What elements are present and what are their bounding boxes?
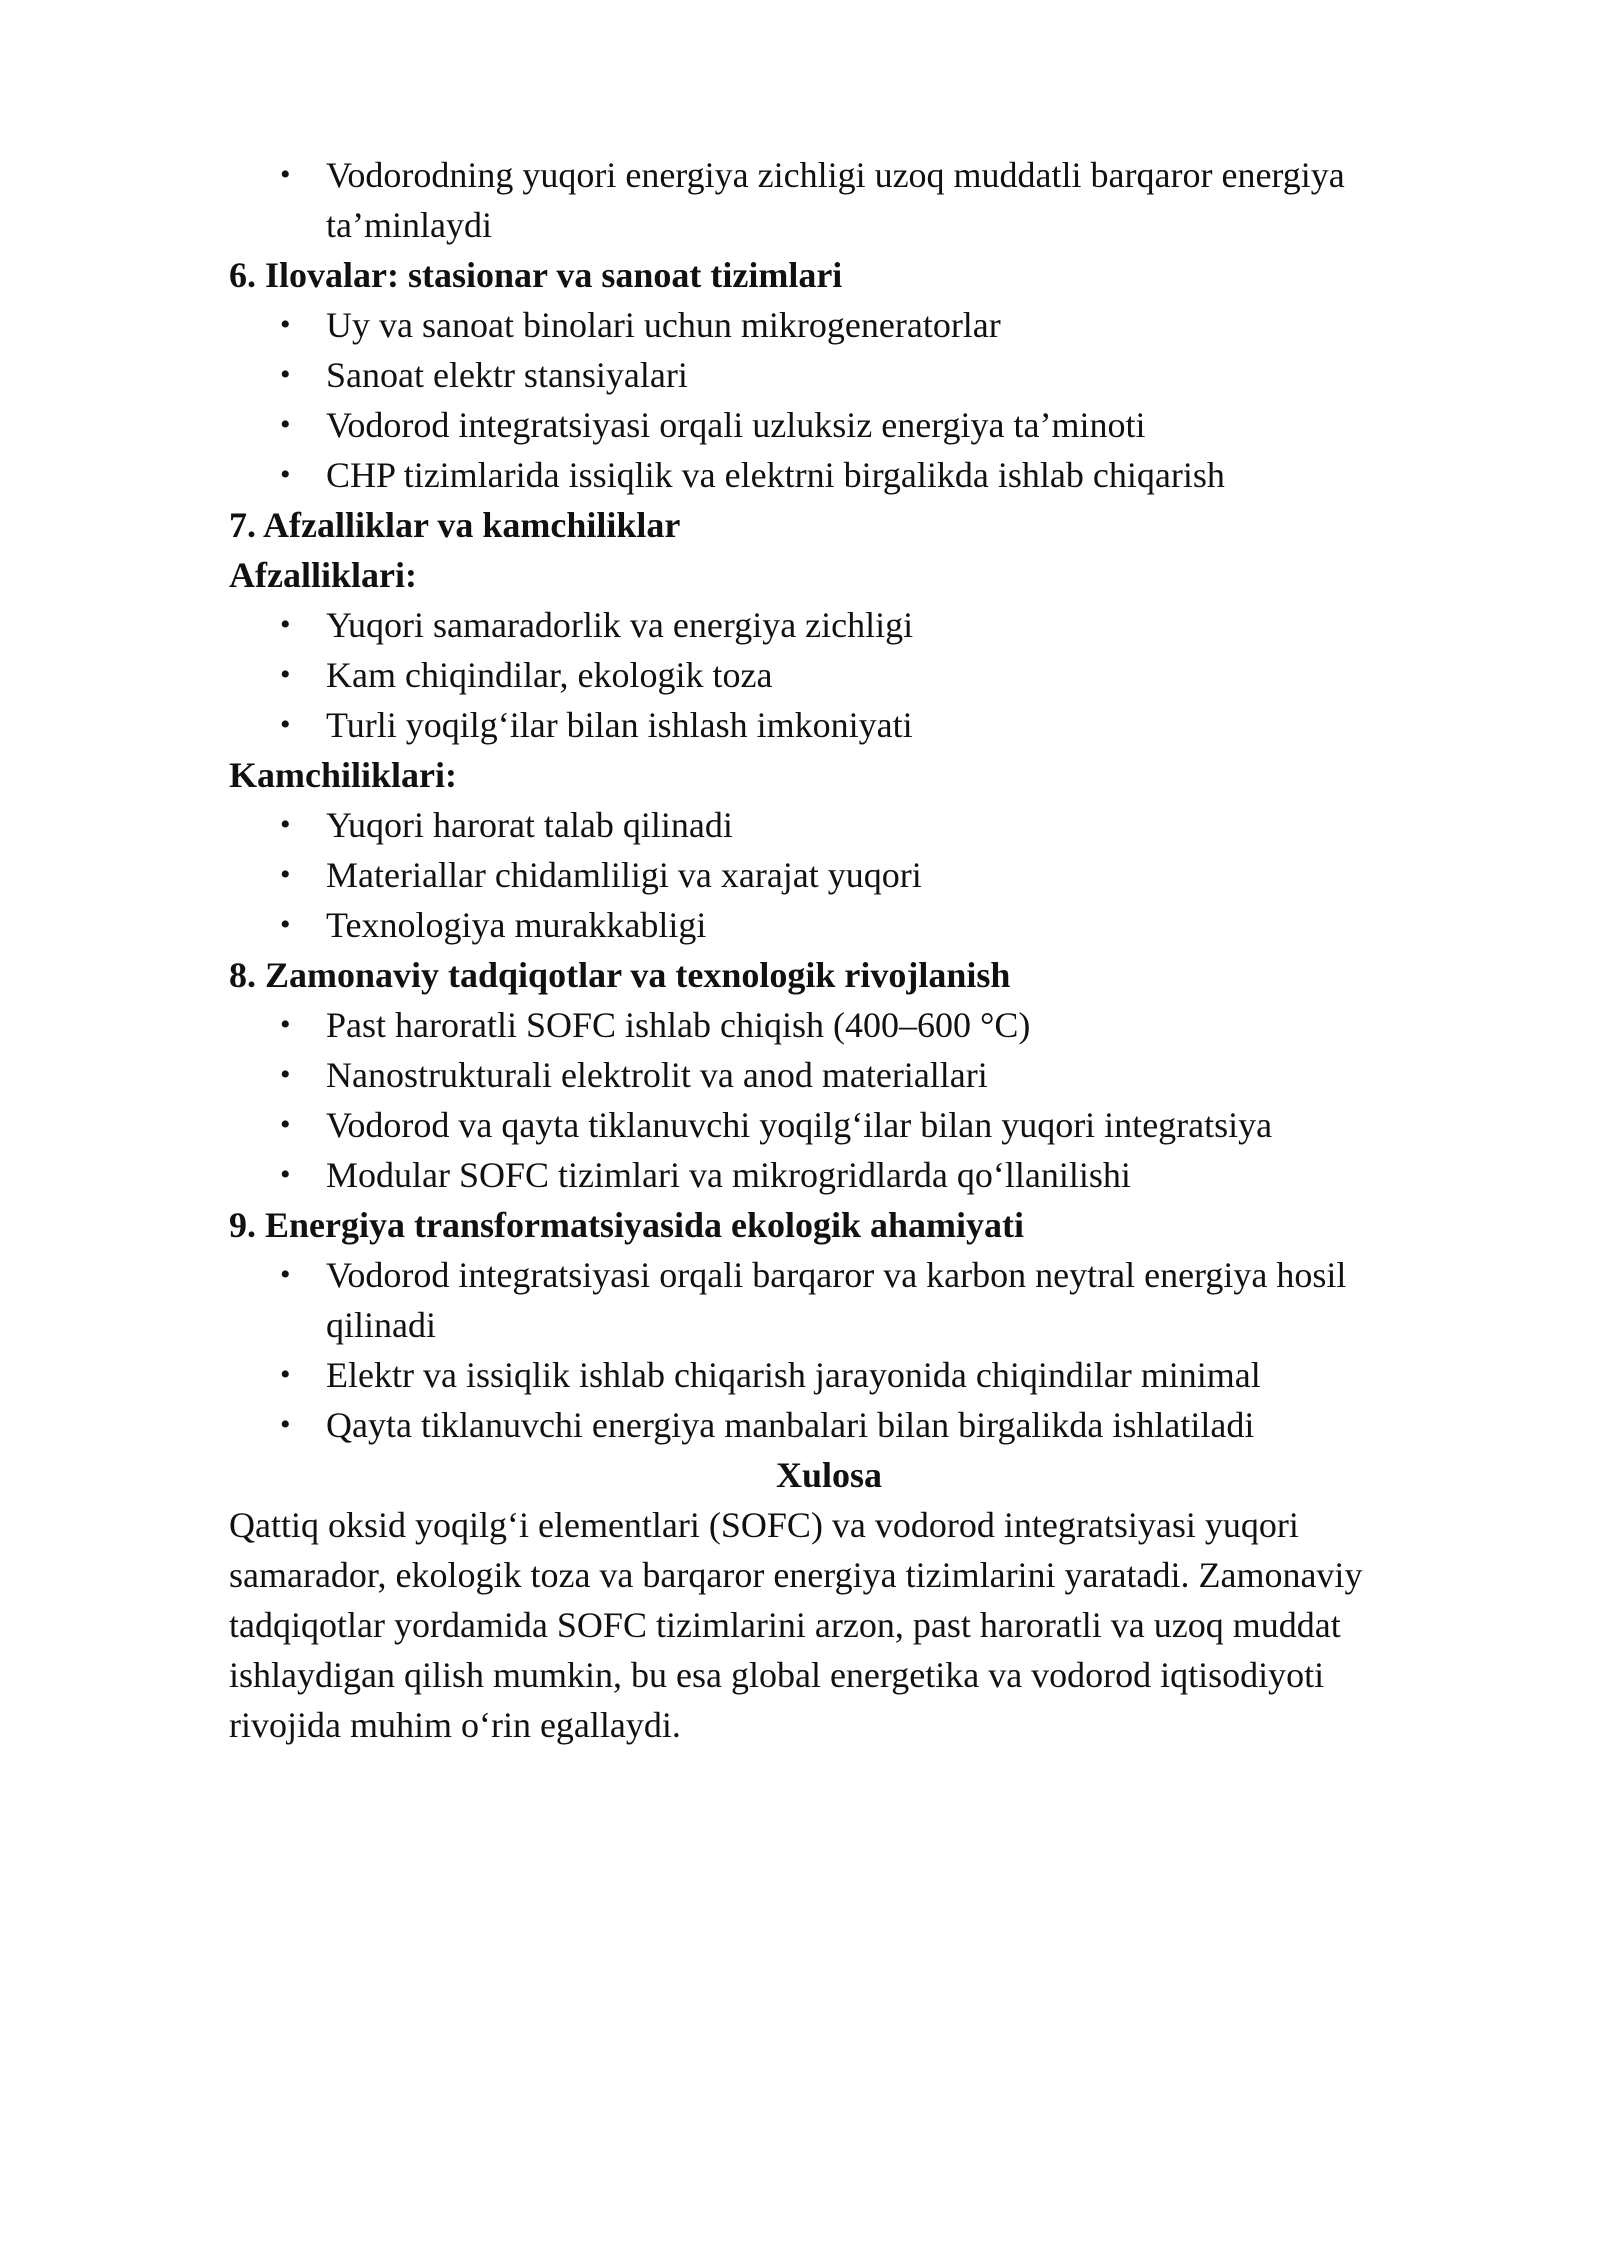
list-item-text: Past haroratli SOFC ishlab chiqish (400–600 °C) — [326, 1005, 1031, 1045]
list-item — [229, 700, 1429, 750]
bullet-icon: • — [280, 1358, 291, 1391]
section-8-bullet-list — [229, 1000, 1429, 1200]
list-item-text: Materiallar chidamliligi va xarajat yuqori — [326, 855, 922, 895]
list-item-text: Sanoat elektr stansiyalari — [326, 355, 688, 395]
bullet-icon: • — [280, 1058, 291, 1091]
conclusion-paragraph: Qattiq oksid yoqilg‘i elementlari (SOFC) va vodorod integratsiyasi yuqori samarador, ekologik toza va barqaror energiya tizimlarini yaratadi. Zamonaviy tadqiqotlar yordamida SOFC tizimlarini arzon, past haroratli va uzoq muddat ishlaydigan qilish mumkin, bu esa global energetika va vodorod iqtisodiyoti rivojida muhim o‘rin egallaydi. — [229, 1505, 1363, 1745]
bullet-icon: • — [280, 408, 291, 441]
disadvantages-bullet-list — [229, 800, 1429, 950]
list-item — [229, 150, 1429, 250]
section-9-heading: 9. Energiya transformatsiyasida ekologik ahamiyati — [229, 1205, 1025, 1245]
list-item — [229, 600, 1429, 650]
bullet-icon: • — [280, 1258, 291, 1291]
list-item-text: Vodorod integratsiyasi orqali barqaror va karbon neytral energiya hosil qilinadi — [326, 1255, 1347, 1345]
advantages-heading: Afzalliklari: — [229, 555, 417, 595]
bullet-icon: • — [280, 608, 291, 641]
list-item-text: CHP tizimlarida issiqlik va elektrni birgalikda ishlab chiqarish — [326, 455, 1225, 495]
list-item-text: Texnologiya murakkabligi — [326, 905, 707, 945]
list-item-text: Yuqori samaradorlik va energiya zichligi — [326, 605, 914, 645]
list-item-text: Elektr va issiqlik ishlab chiqarish jarayonida chiqindilar minimal — [326, 1355, 1261, 1395]
disadvantages-heading: Kamchiliklari: — [229, 755, 457, 795]
bullet-icon: • — [280, 158, 291, 191]
list-item-text: Vodorodning yuqori energiya zichligi uzoq muddatli barqaror energiya ta’minlaydi — [326, 155, 1345, 245]
section-9-bullet-list — [229, 1250, 1429, 1450]
list-item-text: Nanostrukturali elektrolit va anod materiallari — [326, 1055, 988, 1095]
section-8-heading: 8. Zamonaviy tadqiqotlar va texnologik rivojlanish — [229, 955, 1011, 995]
intro-bullet-list — [229, 150, 1429, 250]
list-item — [229, 1150, 1429, 1200]
bullet-icon: • — [280, 908, 291, 941]
list-item — [229, 1400, 1429, 1450]
list-item-text: Vodorod va qayta tiklanuvchi yoqilg‘ilar bilan yuqori integratsiya — [326, 1105, 1273, 1145]
section-6-heading: 6. Ilovalar: stasionar va sanoat tizimlari — [229, 255, 843, 295]
list-item — [229, 300, 1429, 350]
list-item-text: Qayta tiklanuvchi energiya manbalari bilan birgalikda ishlatiladi — [326, 1405, 1255, 1445]
bullet-icon: • — [280, 308, 291, 341]
conclusion-heading: Xulosa — [775, 1455, 883, 1495]
list-item-text: Uy va sanoat binolari uchun mikrogeneratorlar — [326, 305, 1001, 345]
bullet-icon: • — [280, 1108, 291, 1141]
bullet-icon: • — [280, 1408, 291, 1441]
list-item-text: Yuqori harorat talab qilinadi — [326, 805, 733, 845]
list-item — [229, 1000, 1429, 1050]
bullet-icon: • — [280, 1008, 291, 1041]
list-item — [229, 650, 1429, 700]
list-item-text: Turli yoqilg‘ilar bilan ishlash imkoniyati — [326, 705, 913, 745]
list-item — [229, 900, 1429, 950]
bullet-icon: • — [280, 658, 291, 691]
advantages-bullet-list — [229, 600, 1429, 750]
bullet-icon: • — [280, 358, 291, 391]
section-6-bullet-list — [229, 300, 1429, 500]
document-page — [229, 150, 1429, 1750]
list-item-text: Modular SOFC tizimlari va mikrogridlarda qo‘llanilishi — [326, 1155, 1131, 1195]
list-item — [229, 1050, 1429, 1100]
bullet-icon: • — [280, 808, 291, 841]
list-item — [229, 800, 1429, 850]
bullet-icon: • — [280, 458, 291, 491]
list-item — [229, 1350, 1429, 1400]
list-item — [229, 450, 1429, 500]
bullet-icon: • — [280, 1158, 291, 1191]
section-7-heading: 7. Afzalliklar va kamchiliklar — [229, 505, 681, 545]
list-item — [229, 350, 1429, 400]
bullet-icon: • — [280, 708, 291, 741]
list-item-text: Kam chiqindilar, ekologik toza — [326, 655, 773, 695]
list-item — [229, 850, 1429, 900]
bullet-icon: • — [280, 858, 291, 891]
list-item — [229, 400, 1429, 450]
list-item — [229, 1100, 1429, 1150]
list-item-text: Vodorod integratsiyasi orqali uzluksiz energiya ta’minoti — [326, 405, 1146, 445]
list-item — [229, 1250, 1429, 1350]
